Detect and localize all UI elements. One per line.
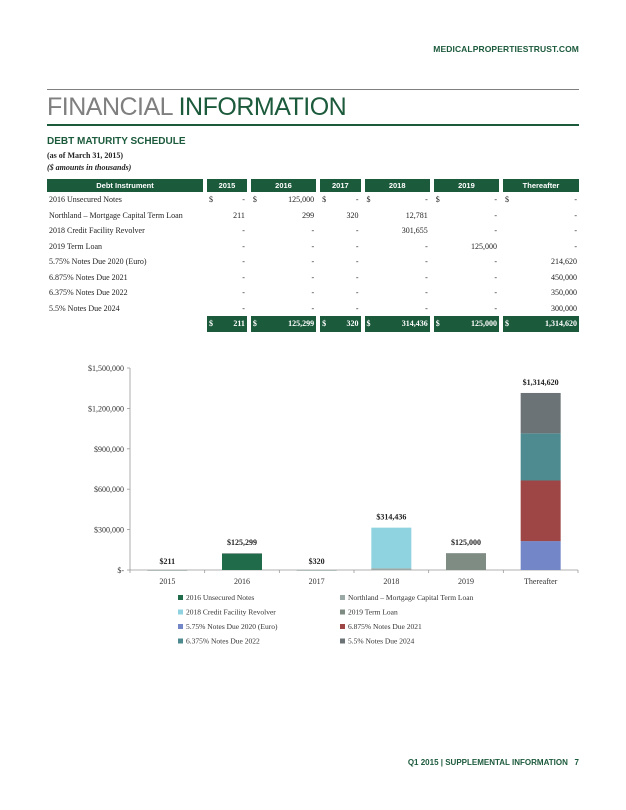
y-tick-label: $1,200,000 bbox=[88, 404, 124, 414]
data-label-total: $125,299 bbox=[227, 538, 257, 548]
cell-value: - bbox=[242, 272, 245, 282]
col-header-thereafter: Thereafter bbox=[503, 179, 579, 192]
cell-value: - bbox=[355, 226, 359, 236]
cell-value: - bbox=[574, 210, 577, 220]
currency-symbol bbox=[251, 254, 263, 270]
currency-symbol bbox=[251, 285, 263, 301]
cell-value: - bbox=[425, 288, 428, 298]
cell-value: - bbox=[242, 303, 245, 313]
y-tick-label: $600,000 bbox=[94, 485, 124, 495]
legend-swatch bbox=[178, 624, 183, 629]
table-row bbox=[47, 192, 579, 208]
cell-value: 125,000 bbox=[288, 195, 315, 205]
bar-segment bbox=[147, 570, 187, 571]
x-tick-label: 2016 bbox=[234, 577, 250, 586]
currency-symbol bbox=[251, 239, 263, 255]
cell-value: 300,000 bbox=[551, 303, 577, 313]
section-title: DEBT MATURITY SCHEDULE bbox=[47, 136, 186, 147]
as-of-date: (as of March 31, 2015) bbox=[47, 151, 124, 160]
cell-value: 299 bbox=[302, 210, 315, 220]
cell-value: - bbox=[425, 241, 428, 251]
currency-symbol bbox=[434, 285, 446, 301]
currency-symbol bbox=[365, 270, 377, 286]
total-currency: $ bbox=[365, 316, 377, 332]
row-label: 5.5% Notes Due 2024 bbox=[49, 303, 120, 313]
col-header-2018: 2018 bbox=[365, 179, 430, 192]
table-row bbox=[47, 285, 579, 301]
cell-value: 125,000 bbox=[471, 241, 498, 251]
cell-value: - bbox=[311, 272, 315, 282]
currency-symbol bbox=[503, 239, 515, 255]
row-label: 6.875% Notes Due 2021 bbox=[49, 272, 128, 282]
legend-label: 2018 Credit Facility Revolver bbox=[186, 607, 276, 617]
cell-value: - bbox=[311, 257, 315, 267]
legend-swatch bbox=[178, 610, 183, 615]
table-row bbox=[47, 223, 579, 239]
cell-value: - bbox=[355, 272, 359, 282]
cell-value: - bbox=[242, 241, 245, 251]
currency-symbol: $ bbox=[322, 195, 327, 205]
legend-swatch bbox=[178, 595, 183, 600]
currency-symbol: $ bbox=[252, 195, 257, 205]
bar-segment bbox=[521, 433, 561, 480]
cell-value: - bbox=[574, 195, 577, 205]
currency-symbol bbox=[207, 270, 219, 286]
data-label-total: $314,436 bbox=[376, 512, 407, 522]
col-header-2019: 2019 bbox=[434, 179, 499, 192]
currency-symbol bbox=[434, 239, 446, 255]
legend-label: 5.5% Notes Due 2024 bbox=[348, 636, 415, 646]
cell-value: - bbox=[425, 257, 428, 267]
cell-value: 301,655 bbox=[401, 226, 428, 236]
legend-label: 2019 Term Loan bbox=[348, 607, 398, 617]
bar-segment bbox=[521, 393, 561, 433]
cell-value: - bbox=[574, 226, 577, 236]
currency-symbol bbox=[365, 285, 377, 301]
cell-value: - bbox=[355, 257, 359, 267]
cell-value: - bbox=[494, 210, 498, 220]
x-tick-label: Thereafter bbox=[524, 577, 558, 586]
legend-label: 5.75% Notes Due 2020 (Euro) bbox=[186, 622, 278, 631]
currency-symbol bbox=[207, 301, 219, 317]
currency-symbol: $ bbox=[366, 195, 371, 205]
cell-value: - bbox=[494, 288, 498, 298]
y-tick-label: $900,000 bbox=[94, 444, 124, 454]
total-value: 125,299 bbox=[263, 316, 316, 332]
bar-segment bbox=[521, 480, 561, 541]
data-label-total: $211 bbox=[159, 557, 176, 566]
cell-value: - bbox=[355, 303, 359, 313]
page-number: 7 bbox=[574, 758, 579, 767]
cell-value: - bbox=[425, 272, 428, 282]
col-header-instrument: Debt Instrument bbox=[47, 179, 203, 192]
currency-symbol: $ bbox=[505, 195, 510, 205]
table-row bbox=[47, 301, 579, 317]
totals-label-spacer bbox=[47, 316, 203, 332]
total-currency: $ bbox=[434, 316, 446, 332]
legend-label: 6.875% Notes Due 2021 bbox=[348, 622, 422, 631]
currency-symbol bbox=[320, 301, 332, 317]
currency-symbol bbox=[207, 223, 219, 239]
currency-symbol bbox=[503, 270, 515, 286]
cell-value: 320 bbox=[346, 210, 359, 220]
cell-value: - bbox=[311, 226, 315, 236]
currency-symbol bbox=[503, 301, 515, 317]
currency-symbol bbox=[365, 208, 377, 224]
units-note: ($ amounts in thousands) bbox=[47, 163, 132, 172]
cell-value: - bbox=[494, 272, 498, 282]
row-label: Northland – Mortgage Capital Term Loan bbox=[49, 210, 183, 220]
currency-symbol bbox=[320, 239, 332, 255]
debt-maturity-table bbox=[47, 179, 579, 332]
currency-symbol bbox=[207, 208, 219, 224]
currency-symbol bbox=[320, 254, 332, 270]
bar-segment bbox=[371, 568, 411, 570]
currency-symbol: $ bbox=[209, 195, 213, 205]
currency-symbol bbox=[320, 270, 332, 286]
footer-text: Q1 2015 | SUPPLEMENTAL INFORMATION bbox=[407, 758, 568, 767]
data-label-total: $320 bbox=[308, 557, 325, 566]
total-currency: $ bbox=[320, 316, 332, 332]
currency-symbol bbox=[503, 223, 515, 239]
bar-segment bbox=[222, 553, 262, 554]
bar-segment bbox=[297, 570, 337, 571]
row-label: 2016 Unsecured Notes bbox=[49, 195, 122, 205]
cell-value: - bbox=[242, 195, 245, 205]
total-value: 211 bbox=[219, 316, 247, 332]
currency-symbol bbox=[434, 301, 446, 317]
y-tick-label: $300,000 bbox=[94, 525, 124, 535]
cell-value: - bbox=[242, 226, 245, 236]
currency-symbol bbox=[251, 223, 263, 239]
currency-symbol bbox=[434, 270, 446, 286]
total-value: 320 bbox=[332, 316, 360, 332]
totals-row bbox=[47, 316, 579, 332]
page-title-part2: INFORMATION bbox=[172, 93, 347, 121]
total-value: 1,314,620 bbox=[515, 316, 579, 332]
top-divider bbox=[47, 89, 579, 90]
page-footer bbox=[408, 758, 579, 767]
total-value: 125,000 bbox=[446, 316, 499, 332]
total-value: 314,436 bbox=[377, 316, 430, 332]
currency-symbol bbox=[320, 285, 332, 301]
legend-swatch bbox=[340, 610, 345, 615]
site-url[interactable]: MEDICALPROPERTIESTRUST.COM bbox=[433, 44, 579, 54]
row-label: 2019 Term Loan bbox=[49, 241, 103, 251]
row-label: 5.75% Notes Due 2020 (Euro) bbox=[49, 257, 147, 267]
currency-symbol bbox=[207, 285, 219, 301]
table-row bbox=[47, 254, 579, 270]
x-tick-label: 2017 bbox=[308, 577, 325, 586]
cell-value: - bbox=[311, 288, 315, 298]
bar-segment bbox=[222, 553, 262, 570]
title-underline bbox=[47, 124, 579, 126]
currency-symbol bbox=[365, 301, 377, 317]
cell-value: - bbox=[494, 257, 498, 267]
legend-swatch bbox=[340, 595, 345, 600]
data-label-total: $125,000 bbox=[451, 538, 481, 548]
currency-symbol: $ bbox=[435, 195, 440, 205]
legend-swatch bbox=[340, 639, 345, 644]
cell-value: - bbox=[355, 195, 359, 205]
x-tick-label: 2015 bbox=[159, 577, 176, 586]
currency-symbol bbox=[320, 208, 332, 224]
row-label: 2018 Credit Facility Revolver bbox=[49, 226, 145, 236]
total-currency: $ bbox=[207, 316, 219, 332]
col-header-2016: 2016 bbox=[251, 179, 316, 192]
cell-value: - bbox=[425, 195, 428, 205]
y-tick-label: $- bbox=[117, 566, 124, 575]
cell-value: - bbox=[242, 257, 245, 267]
col-header-2017: 2017 bbox=[320, 179, 360, 192]
cell-value: - bbox=[311, 303, 315, 313]
table-header-row bbox=[47, 179, 579, 192]
col-header-2015: 2015 bbox=[207, 179, 247, 192]
currency-symbol bbox=[434, 223, 446, 239]
currency-symbol bbox=[503, 208, 515, 224]
x-tick-label: 2019 bbox=[458, 577, 474, 586]
cell-value: - bbox=[494, 226, 498, 236]
total-currency: $ bbox=[251, 316, 263, 332]
legend-label: 6.375% Notes Due 2022 bbox=[186, 636, 260, 646]
cell-value: - bbox=[574, 241, 577, 251]
cell-value: - bbox=[311, 241, 315, 251]
currency-symbol bbox=[434, 208, 446, 224]
currency-symbol bbox=[503, 254, 515, 270]
cell-value: - bbox=[242, 288, 245, 298]
x-tick-label: 2018 bbox=[383, 577, 400, 586]
currency-symbol bbox=[207, 239, 219, 255]
legend-swatch bbox=[178, 639, 183, 644]
cell-value: - bbox=[494, 303, 498, 313]
page-title bbox=[47, 92, 346, 122]
cell-value: - bbox=[355, 288, 359, 298]
cell-value: - bbox=[355, 241, 359, 251]
cell-value: 12,781 bbox=[405, 210, 428, 220]
currency-symbol bbox=[207, 254, 219, 270]
currency-symbol bbox=[365, 239, 377, 255]
currency-symbol bbox=[365, 223, 377, 239]
data-label-total: $1,314,620 bbox=[522, 377, 559, 387]
table-row bbox=[47, 208, 579, 224]
total-currency: $ bbox=[503, 316, 515, 332]
cell-value: - bbox=[494, 195, 498, 205]
cell-value: 350,000 bbox=[551, 288, 577, 298]
cell-value: 211 bbox=[233, 210, 245, 220]
currency-symbol bbox=[251, 301, 263, 317]
legend-label: Northland – Mortgage Capital Term Loan bbox=[348, 593, 474, 602]
currency-symbol bbox=[365, 254, 377, 270]
currency-symbol bbox=[503, 285, 515, 301]
currency-symbol bbox=[251, 208, 263, 224]
bar-segment bbox=[521, 541, 561, 570]
cell-value: 450,000 bbox=[551, 272, 577, 282]
currency-symbol bbox=[320, 223, 332, 239]
legend-label: 2016 Unsecured Notes bbox=[186, 593, 255, 602]
bar-segment bbox=[371, 528, 411, 569]
cell-value: 214,620 bbox=[551, 257, 577, 267]
currency-symbol bbox=[434, 254, 446, 270]
y-tick-label: $1,500,000 bbox=[88, 364, 124, 373]
table-row bbox=[47, 270, 579, 286]
row-label: 6.375% Notes Due 2022 bbox=[49, 288, 128, 298]
legend-swatch bbox=[340, 624, 345, 629]
currency-symbol bbox=[251, 270, 263, 286]
cell-value: - bbox=[425, 303, 428, 313]
bar-segment bbox=[446, 553, 486, 570]
page-title-part1: FINANCIAL bbox=[47, 93, 173, 121]
table-row bbox=[47, 239, 579, 255]
